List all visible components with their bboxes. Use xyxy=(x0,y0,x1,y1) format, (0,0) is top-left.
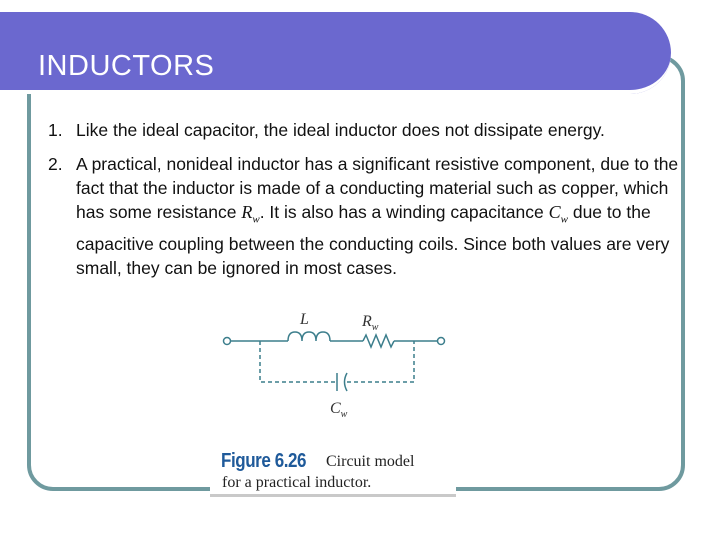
item-text-part: due to the capacitive coupling between the conducting coils. Since both values are very small, they can be ignored in most cases. xyxy=(76,202,670,278)
resistance-symbol-subscript: w xyxy=(252,213,260,226)
resistor-zigzag xyxy=(363,335,394,347)
title-bar xyxy=(0,12,671,94)
item-text-part: A practical, nonideal inductor has a significant resistive component, due to the fact that the inductor is made of a conducting material such as copper, which has some resistance xyxy=(76,154,679,222)
item-text-part: . It is also has a winding capacitance xyxy=(259,202,549,222)
figure-number: Figure 6.26 xyxy=(221,450,307,472)
capacitor-plate xyxy=(345,373,348,391)
bullet-list xyxy=(48,118,698,290)
item-text xyxy=(76,152,698,280)
resistor-label xyxy=(361,313,379,333)
capacitance-symbol-subscript: w xyxy=(560,213,568,226)
capacitor-label-letter: C xyxy=(330,400,341,417)
right-terminal xyxy=(438,338,445,345)
left-terminal xyxy=(224,338,231,345)
capacitance-symbol xyxy=(548,202,568,226)
item-number: 2. xyxy=(48,154,63,174)
figure-caption xyxy=(210,447,456,497)
capacitor-label-subscript: w xyxy=(340,409,348,420)
item-number: 1. xyxy=(48,120,63,140)
resistor-label-subscript: w xyxy=(371,322,379,333)
list-item xyxy=(48,152,698,280)
inductor-label: L xyxy=(300,311,309,328)
capacitor-label xyxy=(330,400,348,420)
caption-line-2: for a practical inductor. xyxy=(222,474,372,491)
slide-title: INDUCTORS xyxy=(38,50,215,82)
resistor-label-letter: R xyxy=(362,313,372,330)
list-item xyxy=(48,118,698,142)
item-text: Like the ideal capacitor, the ideal inductor does not dissipate energy. xyxy=(76,120,605,140)
inductor-coil xyxy=(288,332,330,341)
capacitance-symbol-letter: C xyxy=(548,202,561,222)
caption-line-1: Circuit model xyxy=(326,453,415,470)
circuit-diagram xyxy=(216,308,456,426)
resistance-symbol-letter: R xyxy=(241,202,253,222)
resistance-symbol xyxy=(241,202,260,226)
